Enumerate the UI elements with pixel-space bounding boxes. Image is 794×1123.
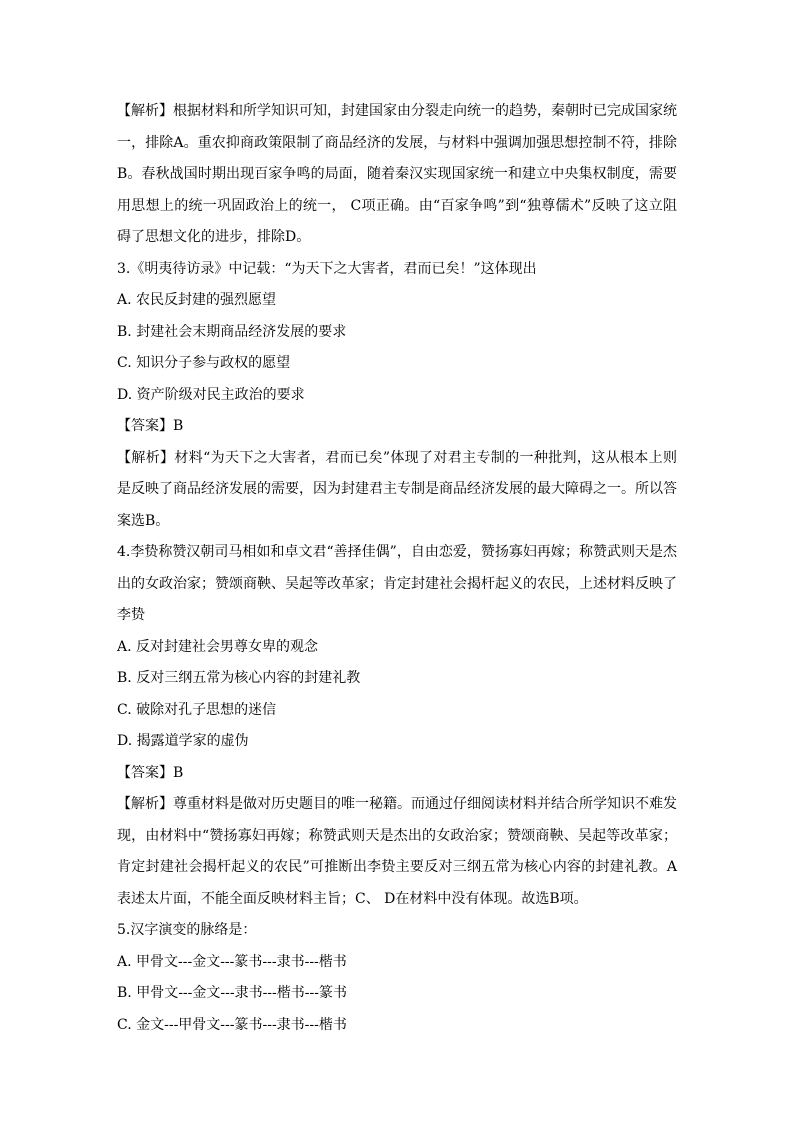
analysis-paragraph-q2: 【解析】根据材料和所学知识可知，封建国家由分裂走向统一的趋势，秦朝时已完成国家统一，排除A。重农抑商政策限制了商品经济的发展，与材料中强调加强思想控制不符，排除B。春秋战国时期出现百家争鸣的局面，随着秦汉实现国家统一和建立中央集权制度，需要用思想上的统一巩固政治上的统一， C项正确。由“百家争鸣”到“独尊儒术”反映了这立阻碍了思想文化的进步，排除D。 [117, 103, 677, 245]
question-3-option-a: A. 农民反封建的强烈愿望 [117, 292, 277, 308]
document-page [117, 96, 677, 1041]
question-3-stem: 3.《明夷待访录》中记载：“为天下之大害者，君而已矣！”这体现出 [117, 260, 537, 277]
question-5-option-c: C. 金文---甲骨文---篆书---隶书---楷书 [117, 1016, 347, 1033]
question-4-option-d: D. 揭露道学家的虚伪 [117, 733, 249, 749]
question-3-option-d: D. 资产阶级对民主政治的要求 [117, 386, 305, 403]
question-5-stem: 5.汉字演变的脉络是： [117, 922, 257, 938]
question-4-stem: 4.李贽称赞汉朝司马相如和卓文君“善择佳偶”，自由恋爱，赞扬寡妇再嫁；称赞武则天是杰出的女政治家；赞颂商鞅、吴起等改革家；肯定封建社会揭杆起义的农民，上述材料反映了李贽 [117, 544, 677, 623]
analysis-paragraph-q3: 【解析】材料“为天下之大害者，君而已矣”体现了对君主专制的一种批判，这从根本上则是反映了商品经济发展的需要，因为封建君主专制是商品经济发展的最大障碍之一。所以答案选B。 [117, 449, 677, 529]
analysis-paragraph-q4: 【解析】尊重材料是做对历史题目的唯一秘籍。而通过仔细阅读材料并结合所学知识不难发现，由材料中“赞扬寡妇再嫁；称赞武则天是杰出的女政治家；赞颂商鞅、吴起等改革家；肯定封建社会揭杆起义的农民”可推断出李贽主要反对三纲五常为核心内容的封建礼教。A表述太片面，不能全面反映材料主旨；C、 D在材料中没有体现。故选B项。 [117, 796, 677, 907]
question-4-answer: 【答案】B [117, 764, 184, 781]
question-3-option-c: C. 知识分子参与政权的愿望 [117, 355, 291, 371]
question-4-option-a: A. 反对封建社会男尊女卑的观念 [117, 638, 319, 655]
question-4-option-b: B. 反对三纲五常为核心内容的封建礼教 [117, 670, 361, 686]
question-4-option-c: C. 破除对孔子思想的迷信 [117, 701, 277, 718]
question-5-option-a: A. 甲骨文---金文---篆书---隶书---楷书 [117, 953, 347, 970]
question-3-answer: 【答案】B [117, 418, 184, 434]
question-5-option-b: B. 甲骨文---金文---隶书---楷书---篆书 [117, 985, 347, 1001]
question-3-option-b: B. 封建社会末期商品经济发展的要求 [117, 323, 347, 340]
